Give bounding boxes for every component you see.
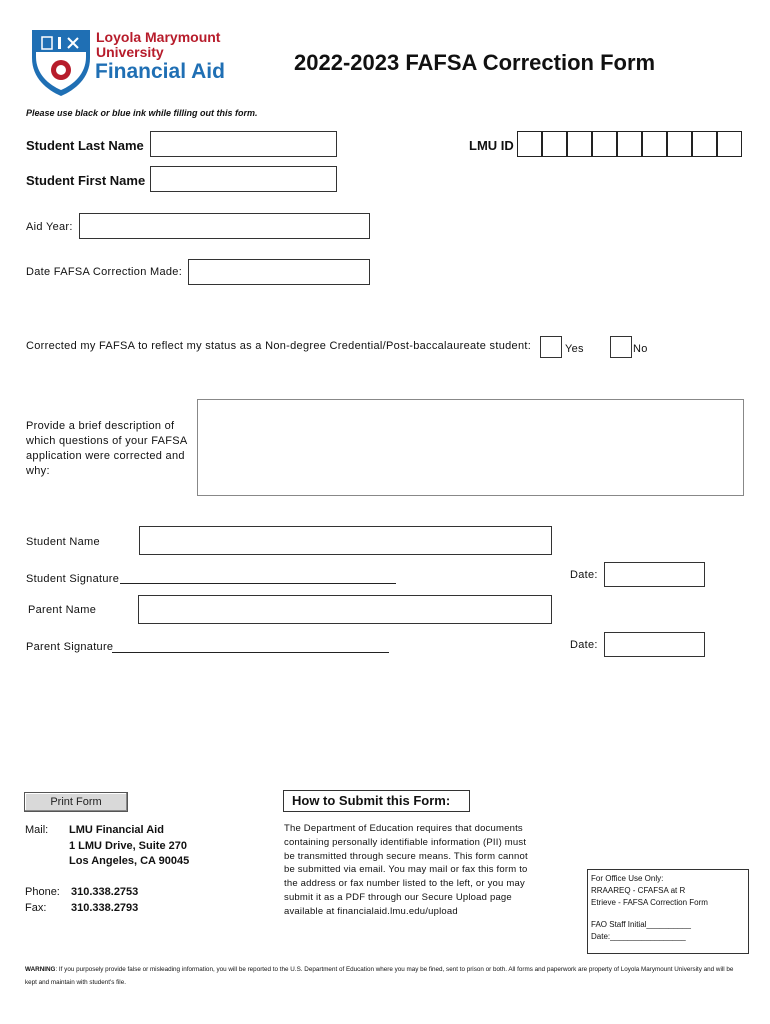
warning-label: WARNING [25,966,56,973]
address-line-2: 1 LMU Drive, Suite 270 [69,840,187,852]
lmu-id-label: LMU ID [469,138,514,153]
last-name-field[interactable] [150,131,337,157]
no-checkbox[interactable] [610,336,632,358]
date-made-label: Date FAFSA Correction Made: [26,266,183,278]
yes-checkbox[interactable] [540,336,562,358]
address-line-1: LMU Financial Aid [69,824,164,836]
date-made-field[interactable] [188,259,370,285]
warning-body: : If you purposely provide false or misleading information, you will be reported to the U.S. Department of Education where you may be fined, sent to prison or both. All forms and paperwork are property of Loyola Marymount University and will be kept and maintain with student's file. [25,966,734,986]
student-date-label: Date: [570,569,598,581]
aid-year-label: Aid Year: [26,221,73,233]
student-signature-label: Student Signature [26,573,120,585]
lmu-id-digit-9[interactable] [717,131,742,157]
no-label: No [633,343,648,355]
fax-number: 310.338.2793 [71,902,139,914]
phone-number: 310.338.2753 [71,886,139,898]
logo-line-2: University [96,44,164,60]
lmu-id-digit-2[interactable] [542,131,567,157]
phone-label: Phone: [25,886,60,898]
lmu-id-digit-3[interactable] [567,131,592,157]
office-use-date: Date:_________________ [591,932,686,941]
parent-name-label: Parent Name [28,604,97,616]
lmu-id-digit-5[interactable] [617,131,642,157]
last-name-label: Student Last Name [26,138,144,153]
office-use-line-2: Etrieve - FAFSA Correction Form [591,898,708,907]
first-name-field[interactable] [150,166,337,192]
lmu-id-digit-1[interactable] [517,131,542,157]
print-form-button[interactable]: Print Form [24,792,128,812]
form-title: 2022-2023 FAFSA Correction Form [294,50,656,75]
warning-text [25,963,745,989]
logo-line-3: Financial Aid [95,60,225,83]
lmu-id-digit-8[interactable] [692,131,717,157]
office-use-staff: FAO Staff Initial__________ [591,920,691,929]
how-to-text: The Department of Education requires that documents containing personally identifiable information (PII) must be transmitted through secure means. This form cannot be submitted via email. You may mail or fax this form to the address or fax number listed to the left, or you may submit it as a PDF through our Secure Upload page available at financialaid.lmu.edu/upload [284,823,528,917]
parent-signature-label: Parent Signature [26,641,114,653]
student-date-field[interactable] [604,562,705,587]
office-use-box [587,869,749,954]
office-use-title: For Office Use Only: [591,874,664,883]
logo-line-1: Loyola Marymount [96,29,221,45]
description-label: Provide a brief description of which questions of your FAFSA application were corrected and why: [26,420,187,477]
mail-label: Mail: [25,824,49,836]
student-name-label: Student Name [26,536,100,548]
lmu-id-digit-4[interactable] [592,131,617,157]
yes-label: Yes [565,343,584,355]
address-line-3: Los Angeles, CA 90045 [69,855,190,867]
status-question: Corrected my FAFSA to reflect my status as a Non-degree Credential/Post-baccalaureate student: [26,340,532,352]
description-field[interactable] [197,399,744,496]
how-to-title: How to Submit this Form: [283,790,470,812]
lmu-id-digit-6[interactable] [642,131,667,157]
office-use-line-1: RRAAREQ - CFAFSA at R [591,886,686,895]
parent-signature-line[interactable] [112,652,389,653]
ink-note: Please use black or blue ink while filling out this form. [26,108,258,118]
lmu-shield-icon [30,28,92,98]
aid-year-field[interactable] [79,213,370,239]
parent-date-label: Date: [570,639,598,651]
student-signature-line[interactable] [120,583,396,584]
lmu-logo [30,28,92,98]
first-name-label: Student First Name [26,173,146,188]
parent-name-field[interactable] [138,595,552,624]
fax-label: Fax: [25,902,47,914]
student-name-field[interactable] [139,526,552,555]
parent-date-field[interactable] [604,632,705,657]
lmu-id-digit-7[interactable] [667,131,692,157]
